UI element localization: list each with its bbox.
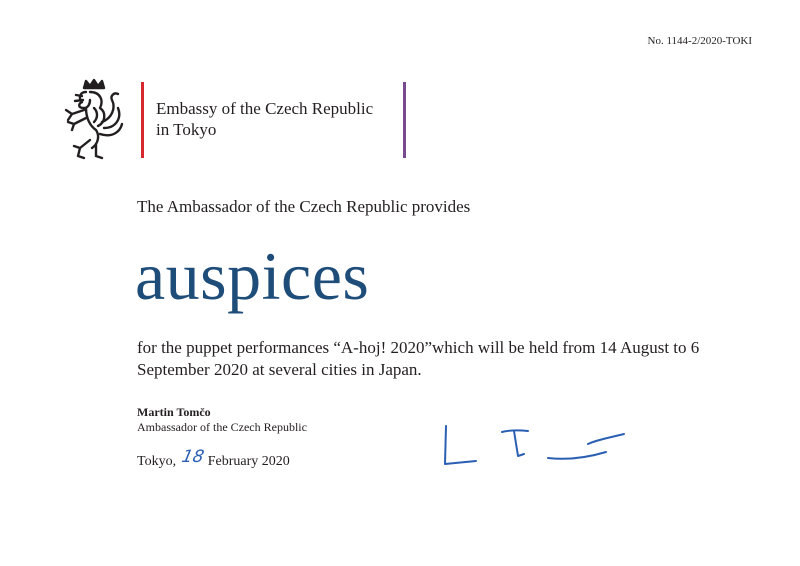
body-text: for the puppet performances “A-hoj! 2020”which will be held from 14 August to 6 September 2020 at several cities in Japan. [137, 338, 700, 379]
handwritten-signature-icon [436, 418, 632, 474]
czech-lion-emblem-icon [56, 78, 126, 162]
signer-name: Martin Tomčo [137, 405, 211, 419]
embassy-name-line1: Embassy of the Czech Republic [156, 99, 374, 118]
intro-text: The Ambassador of the Czech Republic provides [137, 197, 471, 216]
headline-auspices: auspices [135, 238, 370, 314]
date-line [137, 447, 290, 470]
accent-bar-red [141, 82, 144, 158]
reference-number: No. 1144-2/2020-TOKI [647, 35, 752, 47]
signer-title: Ambassador of the Czech Republic [137, 420, 307, 434]
embassy-name [156, 98, 373, 140]
embassy-name-line2: in Tokyo [156, 120, 217, 139]
accent-bar-purple [403, 82, 406, 158]
date-day-handwritten: 18 [179, 447, 206, 467]
date-month-year: February 2020 [207, 454, 290, 469]
date-place: Tokyo, [137, 454, 177, 469]
